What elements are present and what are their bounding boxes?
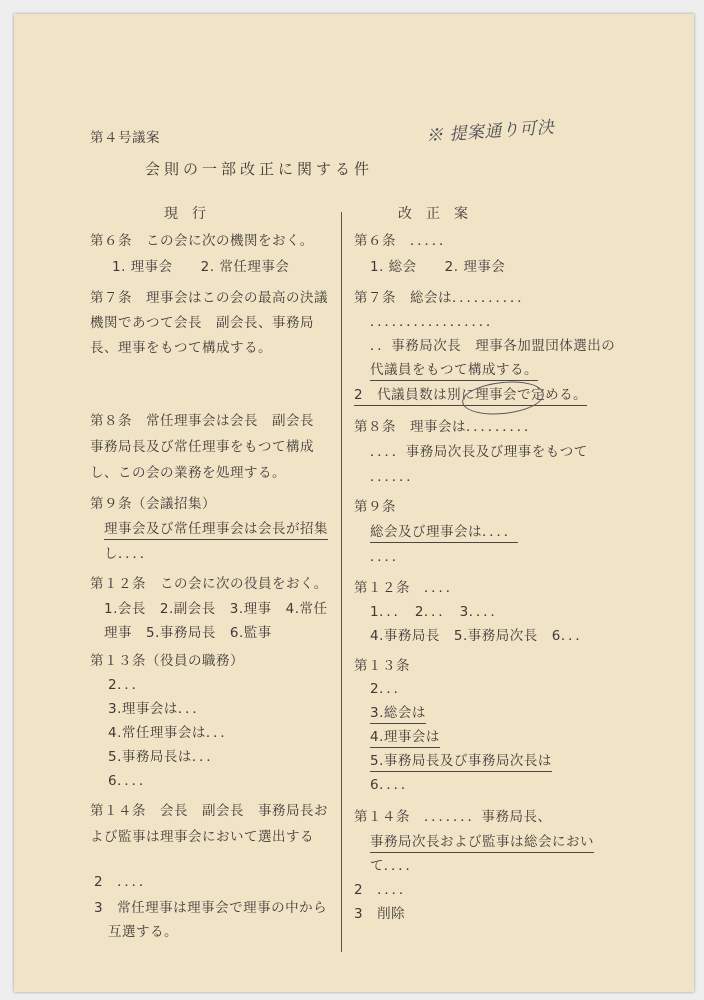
- left-article-8-line3: し、この会の業務を処理する。: [90, 465, 286, 481]
- right-article-13-item6: 6．．．．: [370, 777, 415, 793]
- right-article-13-item4: 4.理事会は: [370, 727, 440, 748]
- right-article-13-item2: 2．．．: [370, 681, 408, 697]
- bill-number: 第４号議案: [90, 130, 160, 146]
- right-article-14-line2: 事務局次長および監事は総会におい: [370, 832, 594, 853]
- left-article-13-item5: 5.事務局長は．．．: [108, 749, 221, 765]
- right-article-14-para3: 3 削除: [354, 906, 406, 922]
- left-article-13-item3: 3.理事会は．．．: [108, 701, 207, 717]
- left-article-9-line2: し．．．．: [104, 546, 154, 562]
- right-article-14-para2: 2 ．．．．: [354, 882, 413, 898]
- left-article-13-item2: 2．．．: [108, 677, 146, 693]
- left-article-7-line1: 第７条 理事会はこの会の最高の決議: [90, 290, 328, 306]
- left-article-9: 第９条（会議招集）: [90, 496, 216, 512]
- column-header-revised: 改正案: [398, 206, 482, 222]
- right-article-14-line1: 第１４条 ．．．．．．．事務局長、: [354, 809, 552, 825]
- right-article-12-line1: 1．．． 2．．． 3．．．．: [370, 604, 505, 620]
- right-article-14-line3: て．．．．: [370, 858, 420, 874]
- left-article-7-line2: 機関であつて会長 副会長、事務局: [90, 315, 314, 331]
- right-article-7-line3: ．．事務局次長 理事各加盟団体選出の: [370, 338, 616, 354]
- left-article-14-para3-line2: 互選する。: [108, 924, 178, 940]
- left-article-13-item6: 6．．．．: [108, 773, 153, 789]
- left-article-12-line2: 理事 5.事務局長 6.監事: [104, 625, 272, 641]
- handwritten-note: ※ 提案通り可決: [425, 117, 555, 147]
- right-article-6-items: 1. 総会 2. 理事会: [370, 259, 506, 275]
- right-article-13-item5: 5.事務局長及び事務局次長は: [370, 751, 552, 772]
- left-article-8-line1: 第８条 常任理事会は会長 副会長: [90, 413, 314, 429]
- right-article-7-line2: ．．．．．．．．．．．．．．．．．: [370, 314, 500, 330]
- left-article-14-para3-line1: 3 常任理事は理事会で理事の中から: [94, 900, 328, 916]
- circled-annotation: [461, 378, 546, 418]
- left-article-6: 第６条 この会に次の機関をおく。: [90, 233, 314, 249]
- left-article-12: 第１２条 この会に次の役員をおく。: [90, 576, 328, 592]
- left-article-13: 第１３条（役員の職務）: [90, 653, 244, 669]
- left-article-9-line1: 理事会及び常任理事会は会長が招集: [104, 519, 328, 540]
- right-article-13: 第１３条: [354, 658, 410, 674]
- right-article-7-line1: 第７条 総会は．．．．．．．．．．: [354, 290, 532, 306]
- left-article-14-para2: 2 ．．．．: [94, 874, 153, 890]
- right-article-9: 第９条: [354, 499, 396, 515]
- right-article-12-line2: 4.事務局長 5.事務局次長 6．．．: [370, 628, 590, 644]
- right-article-7-line4: 代議員をもつて構成する。: [370, 360, 538, 381]
- left-article-7-line3: 長、理事をもつて構成する。: [90, 340, 272, 356]
- right-article-7-para2: 2 代議員数は別に理事会で定める。: [354, 385, 587, 406]
- column-header-current: 現行: [164, 206, 220, 222]
- left-article-12-line1: 1.会長 2.副会長 3.理事 4.常任: [104, 601, 328, 617]
- right-article-6: 第６条 ．．．．．: [354, 233, 453, 249]
- right-article-8-line1: 第８条 理事会は．．．．．．．．．: [354, 419, 538, 435]
- right-article-8-line3: ．．．．．．: [370, 469, 421, 485]
- left-article-14-line2: よび監事は理事会において選出する: [90, 829, 314, 845]
- document-page: [14, 14, 694, 992]
- left-article-13-item4: 4.常任理事会は．．．: [108, 725, 235, 741]
- left-article-6-items: 1. 理事会 2. 常任理事会: [112, 259, 290, 275]
- left-article-14-line1: 第１４条 会長 副会長 事務局長お: [90, 803, 328, 819]
- column-divider: [341, 212, 342, 952]
- right-article-8-line2: ．．．．事務局次長及び理事をもつて: [370, 444, 588, 460]
- right-article-13-item3: 3.総会は: [370, 703, 426, 724]
- right-article-12: 第１２条 ．．．．: [354, 580, 460, 596]
- left-article-8-line2: 事務局長及び常任理事をもつて構成: [90, 439, 314, 455]
- right-article-9-line1: 総会及び理事会は．．．．: [370, 522, 518, 543]
- right-article-9-line2: ．．．．: [370, 549, 406, 565]
- document-title: 会則の一部改正に関する件: [145, 160, 374, 178]
